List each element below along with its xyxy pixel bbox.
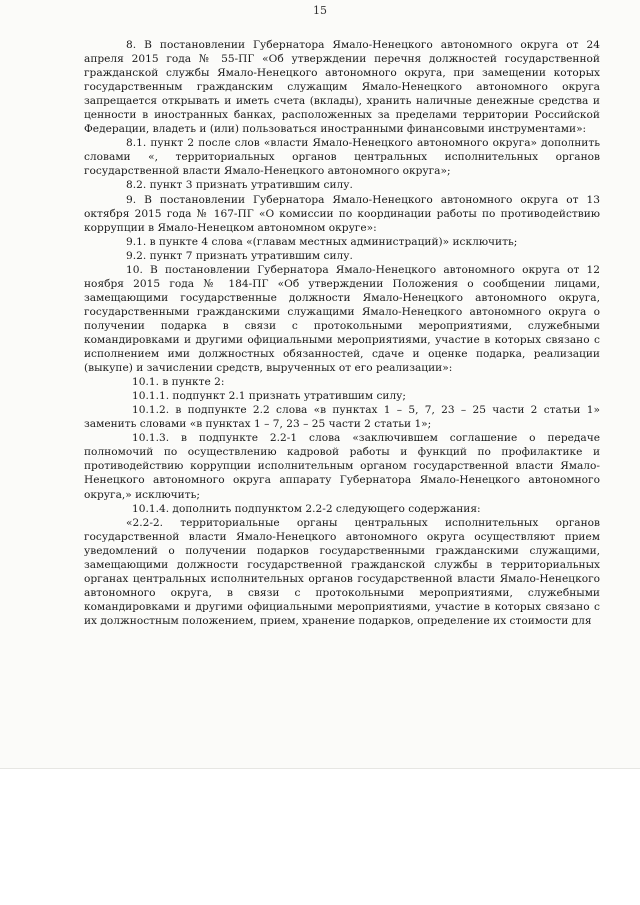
paragraph-10-1-2: 10.1.2. в подпункте 2.2 слова «в пунктах 1 – 5, 7, 23 – 25 части 2 статьи 1» заменить словами «в пунктах 1 – 7, 23 – 25 части 2 статьи 1»; <box>84 404 600 431</box>
paragraph-9-2: 9.2. пункт 7 признать утратившим силу. <box>126 249 353 262</box>
paragraph-9: 9. В постановлении Губернатора Ямало-Ненецкого автономного округа от 13 октября 2015 года № 167-ПГ «О комиссии по координации работы по противодействию коррупции в Ямало-Ненецком автономном округе»: <box>84 193 600 234</box>
document-body <box>84 38 600 628</box>
paragraph-10-1: 10.1. в пункте 2: <box>132 376 225 389</box>
paragraph-2-2-2-quote: «2.2-2. территориальные органы центральных исполнительных органов государственной власти Ямало-Ненецкого автономного округа осуществляют прием уведомлений о получении подарков государственными гражданскими служащими, замещающими должности государственной гражданской службы в территориальных органах центральных исполнительных органов государственной власти Ямало-Ненецкого автономного округа, в связи с протокольными мероприятиями, служебными командировками и другими официальными мероприятиями, участие в которых связано с их должностным положением, прием, хранение подарков, определение их стоимости для <box>84 516 600 627</box>
paragraph-8-2: 8.2. пункт 3 признать утратившим силу. <box>126 179 353 192</box>
paragraph-10-1-4: 10.1.4. дополнить подпунктом 2.2-2 следующего содержания: <box>132 502 481 515</box>
paragraph-9-1: 9.1. в пункте 4 слова «(главам местных администраций)» исключить; <box>126 235 518 248</box>
page-number: 15 <box>313 4 327 17</box>
paragraph-8: 8. В постановлении Губернатора Ямало-Ненецкого автономного округа от 24 апреля 2015 года № 55-ПГ «Об утверждении перечня должностей государственной гражданской службы Ямало-Ненецкого автономного округа, при замещении которых государственным гражданским служащим Ямало-Ненецкого автономного округа запрещается открывать и иметь счета (вклады), хранить наличные денежные средства и ценности в иностранных банках, расположенных за пределами территории Российской Федерации, владеть и (или) пользоваться иностранными финансовыми инструментами»: <box>84 39 600 136</box>
paragraph-10-1-1: 10.1.1. подпункт 2.1 признать утратившим силу; <box>132 390 406 403</box>
paragraph-10: 10. В постановлении Губернатора Ямало-Ненецкого автономного округа от 12 ноября 2015 года № 184-ПГ «Об утверждении Положения о сообщении лицами, замещающими государственные должности Ямало-Ненецкого автономного округа, государственными гражданскими служащими Ямало-Ненецкого автономного округа о получении подарка в связи с протокольными мероприятиями, служебными командировками и другими официальными мероприятиями, участие в которых связано с исполнением ими должностных обязанностей, сдаче и оценке подарка, реализации (выкупе) и зачислении средств, вырученных от его реализации»: <box>84 263 600 375</box>
blank-bottom-margin <box>0 769 640 905</box>
paragraph-8-1: 8.1. пункт 2 после слов «власти Ямало-Ненецкого автономного округа» дополнить словами «, территориальных органов центральных исполнительных органов государственной власти Ямало-Ненецкого автономного округа»; <box>84 137 600 178</box>
paragraph-10-1-3: 10.1.3. в подпункте 2.2-1 слова «заключившем соглашение о передаче полномочий по осуществлению кадровой работы и функций по профилактике и противодействию коррупции исполнительным органом государственной власти Ямало-Ненецкого автономного округа аппарату Губернатора Ямало-Ненецкого автономного округа,» исключить; <box>84 432 600 501</box>
